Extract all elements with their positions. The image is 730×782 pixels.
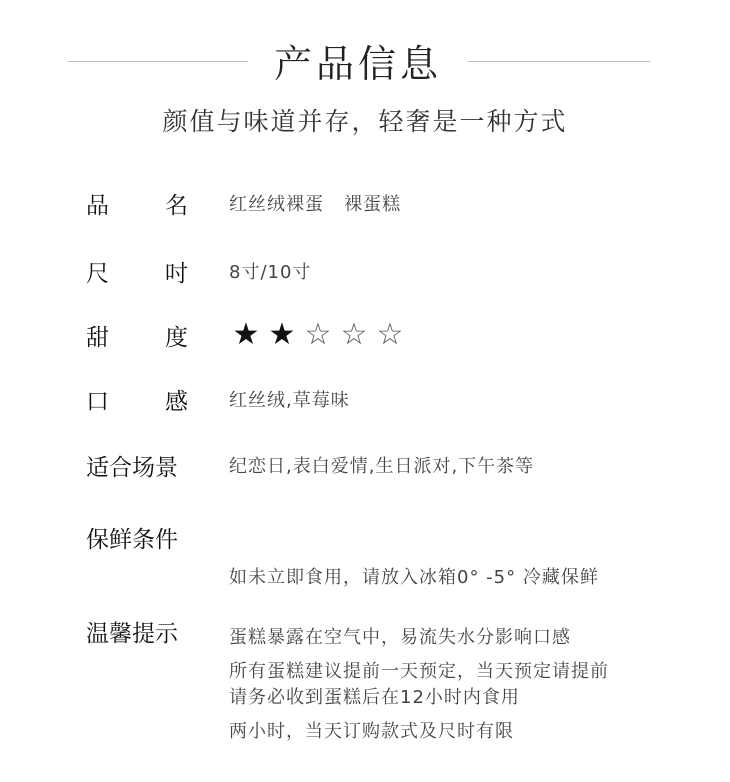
- info-value: 纪恋日,表白爱情,生日派对,下午茶等: [229, 456, 535, 477]
- title-divider-right: [468, 61, 650, 62]
- info-value: 红丝绒,草莓味: [229, 390, 350, 411]
- info-value: 8寸/10寸: [229, 262, 312, 283]
- page-subtitle: 颜值与味道并存，轻奢是一种方式: [162, 107, 568, 136]
- info-value: 红丝绒裸蛋 裸蛋糕: [229, 194, 402, 215]
- page-title: 产品信息: [273, 42, 442, 86]
- title-section: [0, 40, 730, 96]
- info-label: 口 感: [86, 389, 188, 415]
- info-label: 尺 吋: [86, 261, 188, 287]
- info-label: 保鲜条件: [86, 527, 178, 553]
- sweetness-rating: [229, 317, 407, 352]
- info-value-line: 所有蛋糕建议提前一天预定，当天预定请提前: [229, 661, 609, 682]
- info-label: 温馨提示: [86, 621, 178, 647]
- info-label: 适合场景: [86, 455, 178, 481]
- info-label: 甜 度: [86, 325, 188, 351]
- info-value: [229, 622, 609, 782]
- info-value-line: 蛋糕暴露在空气中，易流失水分影响口感: [229, 627, 571, 648]
- info-value-line: 请务必收到蛋糕后在12小时内食用: [229, 687, 520, 708]
- star-filled-icon: ★: [268, 317, 296, 352]
- star-empty-icon: ☆: [376, 317, 404, 352]
- info-label: 品 名: [86, 193, 188, 219]
- info-value-line: 如未立即食用，请放入冰箱0° -5° 冷藏保鲜: [229, 567, 599, 588]
- info-value-line: 两小时，当天订购款式及尺时有限: [229, 721, 514, 742]
- title-divider-left: [68, 61, 248, 62]
- star-empty-icon: ☆: [340, 317, 368, 352]
- star-empty-icon: ☆: [304, 317, 332, 352]
- star-filled-icon: ★: [232, 317, 260, 352]
